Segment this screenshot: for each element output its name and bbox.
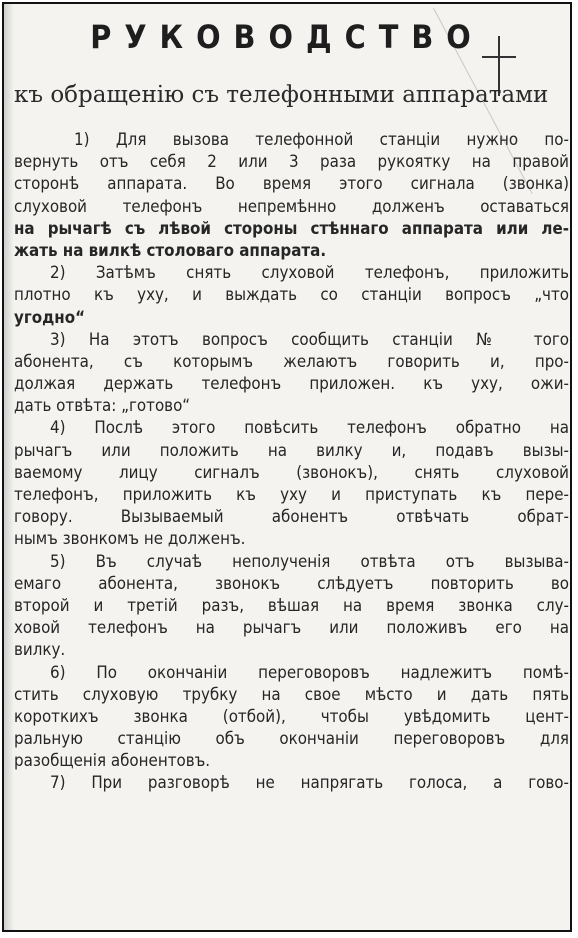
text-line: дать отвѣта: „готово“ xyxy=(14,395,191,416)
text-line: абонента, съ которымъ желаютъ говорить и, про- xyxy=(14,350,569,371)
text-line: 2) Затѣмъ снять слуховой телефонъ, приложить xyxy=(50,262,569,283)
text-line: нымъ звонкомъ не долженъ. xyxy=(14,528,246,549)
text-line: 7) При разговорѣ не напрягать голоса, а гово- xyxy=(50,772,569,793)
text-line: короткихъ звонка (отбой), чтобы увѣдомить цент- xyxy=(14,705,569,726)
text-line: угодно“ xyxy=(14,306,86,327)
text-line: ральную станцію объ окончаніи переговоровъ для xyxy=(14,728,569,749)
text-line: слуховой телефонъ непремѣнно долженъ оставаться xyxy=(14,195,569,216)
text-line: 3) На этотъ вопросъ сообщить станціи № того xyxy=(50,328,569,349)
text-line: 1) Для вызова телефонной станціи нужно по- xyxy=(74,129,569,149)
text-line: сторонѣ аппарата. Во время этого сигнала (звонка) xyxy=(14,173,569,194)
document-subtitle: къ обращенію съ телефонными аппаратами xyxy=(14,82,549,108)
text-line: рычагъ или положить на вилку и, подавъ вызы- xyxy=(14,439,569,460)
text-line: ваемому лицу сигналъ (звонокъ), снять слуховой xyxy=(14,461,569,482)
text-line: вилку. xyxy=(14,639,66,660)
text-line: емаго абонента, звонокъ слѣдуетъ повторить во xyxy=(14,572,569,593)
text-line: разобщенія абонентовъ. xyxy=(14,750,211,771)
text-line: говору. Вызываемый абонентъ отвѣчать обрат- xyxy=(14,506,569,527)
document-title: РУКОВОДСТВО xyxy=(90,18,484,56)
document-body xyxy=(14,128,569,794)
text-line: вернуть отъ себя 2 или 3 раза рукоятку на правой xyxy=(14,151,569,172)
text-line: второй и третій разъ, вѣшая на время звонка слу- xyxy=(14,594,569,615)
text-line: на рычагѣ съ лѣвой стороны стѣннаго аппарата или ле- xyxy=(14,217,569,238)
text-line: должая держать телефонъ приложен. къ уху, ожи- xyxy=(14,373,569,394)
text-line: плотно къ уху, и выждать со станціи вопросъ „что xyxy=(14,284,569,305)
text-line: 4) Послѣ этого повѣсить телефонъ обратно на xyxy=(50,417,569,438)
text-line: 5) Въ случаѣ неполученія отвѣта отъ вызыва- xyxy=(50,550,569,571)
text-line: телефонъ, приложить къ уху и приступать къ пере- xyxy=(14,484,569,504)
text-line: жать на вилкѣ столоваго аппарата. xyxy=(14,239,327,260)
text-line: 6) По окончаніи переговоровъ надлежитъ помѣ- xyxy=(50,661,569,682)
text-line: ховой телефонъ на рычагъ или положивъ его на xyxy=(14,617,569,638)
document-page xyxy=(2,2,572,932)
text-line: стить слуховую трубку на свое мѣсто и дать пять xyxy=(14,683,569,704)
